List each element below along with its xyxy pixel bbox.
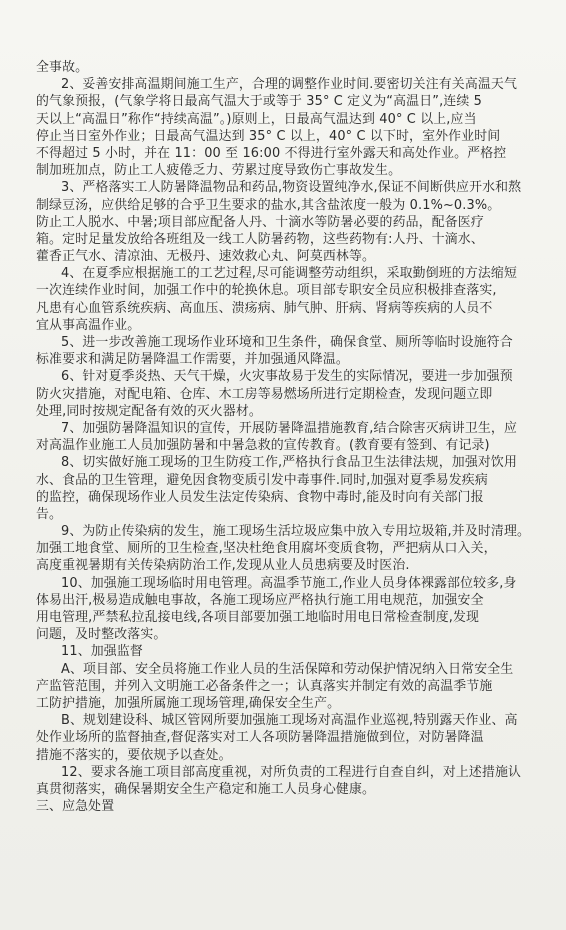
text-line: 5、进一步改善施工现场作业环境和卫生条件，确保食堂、厕所等临时设施符合	[61, 335, 513, 350]
text-line: 措施不落实的，要依规予以查处。	[36, 747, 232, 763]
section-heading: 三、应急处置	[36, 799, 115, 815]
text-line: 宜从事高温作业。	[36, 317, 141, 333]
text-line: B、规划建设科、城区管网所要加强施工现场对高温作业巡视,特别露天作业、高	[61, 713, 518, 729]
text-line: 体易出汗,极易造成触电事故，各施工现场应严格执行施工用电规范，加强安全	[36, 592, 484, 608]
text-line: 产监管范围，并列入文明施工必备条件之一；认真落实并制定有效的高温季节施	[36, 678, 493, 694]
text-line: 不得超过 5 小时，并在 11：00 至 16:00 不得进行室外露天和高处作业。严格控	[36, 145, 507, 161]
text-line: 天以上“高温日”称作“持续高温”。)原则上，日最高气温达到 40° C 以上,应当	[36, 111, 477, 127]
text-line: 工防护措施，加强所属施工现场管理,确保安全生产。	[36, 695, 341, 711]
text-line: 的监控，确保现场作业人员发生法定传染病、食物中毒时,能及时向有关部门报	[36, 489, 484, 505]
text-line: 箱。定时足量发放给各班组及一线工人防暑药物，这些药物有:人丹、十滴水、	[36, 231, 484, 247]
text-line: 11、加强监督	[61, 644, 143, 660]
text-line: 7、加强防暑降温知识的宣传，开展防暑降温措施教育,结合除害灭病讲卫生，应	[61, 420, 517, 436]
text-line: 高度重视暑期有关传染病防治工作,发现从业人员患病要及时医治.	[36, 558, 410, 574]
text-line: 处理,同时按规定配备有效的灭火器材。	[36, 403, 262, 419]
text-line: 12、要求各施工项目部高度重视，对所负责的工程进行自查自纠，对上述措施认	[61, 764, 522, 780]
text-line: 处作业场所的监督抽查,督促落实对工人各项防暑降温措施做到位，对防暑降温	[36, 730, 484, 746]
text-line: 加强工地食堂、厕所的卫生检查,坚决杜绝食用腐坏变质食物，严把病从口入关，	[36, 541, 497, 557]
text-line: 问题，及时整改落实。	[36, 627, 167, 643]
text-line: 告。	[36, 506, 63, 522]
text-line: 制加班加点，防止工人疲倦乏力、劳累过度导致伤亡事故发生。	[36, 163, 402, 179]
text-line: 制绿豆汤，应供给足够的合乎卫生要求的盐水,其含盐浓度一般为 0.1%~0.3%。	[36, 197, 501, 213]
text-line: 用电管理,严禁私拉乱接电线,各项目部要加强工地临时用电日常检查制度,发现	[36, 610, 480, 625]
text-line: 标准要求和满足防暑降温工作需要，并加强通风降温。	[36, 352, 349, 368]
text-line: 真贯彻落实，确保暑期安全生产稳定和施工人员身心健康。	[36, 781, 376, 797]
text-line: 藿香正气水、清凉油、无极丹、速效救心丸、阿莫西林等。	[36, 249, 376, 265]
text-line: 凡患有心血管系统疾病、高血压、溃疡病、肺气肿、肝病、肾病等疾病的人员不	[36, 300, 493, 316]
text-line: A、项目部、安全员将施工作业人员的生活保障和劳动保护情况纳入日常安全生	[61, 661, 514, 677]
text-line: 的气象预报，(气象学将日最高气温大于或等于 35° C 定义为“高温日”,连续 5	[36, 94, 483, 110]
text-line: 9、为防止传染病的发生，施工现场生活垃圾应集中放入专用垃圾箱,并及时清理。	[61, 524, 531, 540]
text-line: 8、切实做好施工现场的卫生防疫工作,严格执行食品卫生法律法规，加强对饮用	[61, 455, 517, 471]
text-line: 水、食品的卫生管理，避免因食物变质引发中毒事件.同时,加强对夏季易发疾病	[36, 472, 488, 488]
text-line: 全事故。	[36, 60, 89, 75]
text-line: 停止当日室外作业；日最高气温达到 35° C 以上，40° C 以下时，室外作业时间	[36, 128, 501, 144]
text-line: 一次连续作业时间，加强工作中的轮换休息。项目部专职安全员应积极排查落实,	[36, 283, 497, 299]
text-line: 10、加强施工现场临时用电管理。高温季节施工,作业人员身体裸露部位较多,身	[61, 575, 517, 591]
text-line: 3、严格落实工人防暑降温物品和药品,物资设置纯净水,保证不间断供应开水和熬	[61, 180, 522, 196]
text-line: 4、在夏季应根据施工的工艺过程,尽可能调整劳动组织，采取勤倒班的方法缩短	[61, 266, 517, 282]
text-line: 2、妥善安排高温期间施工生产，合理的调整作业时间.要密切关注有关高温天气	[61, 77, 517, 93]
text-line: 防止工人脱水、中暑;项目部应配备人丹、十滴水等防暑必要的药品，配备医疗	[36, 214, 484, 230]
text-line: 6、针对夏季炎热、天气干燥，火灾事故易于发生的实际情况，要进一步加强预	[61, 369, 513, 385]
text-line: 防火灾措施，对配电箱、仓库、木工房等易燃场所进行定期检查，发现问题立即	[36, 386, 493, 402]
text-line: 对高温作业施工人员加强防暑和中暑急救的宣传教育。(教育要有签到、有记录)	[36, 438, 490, 454]
